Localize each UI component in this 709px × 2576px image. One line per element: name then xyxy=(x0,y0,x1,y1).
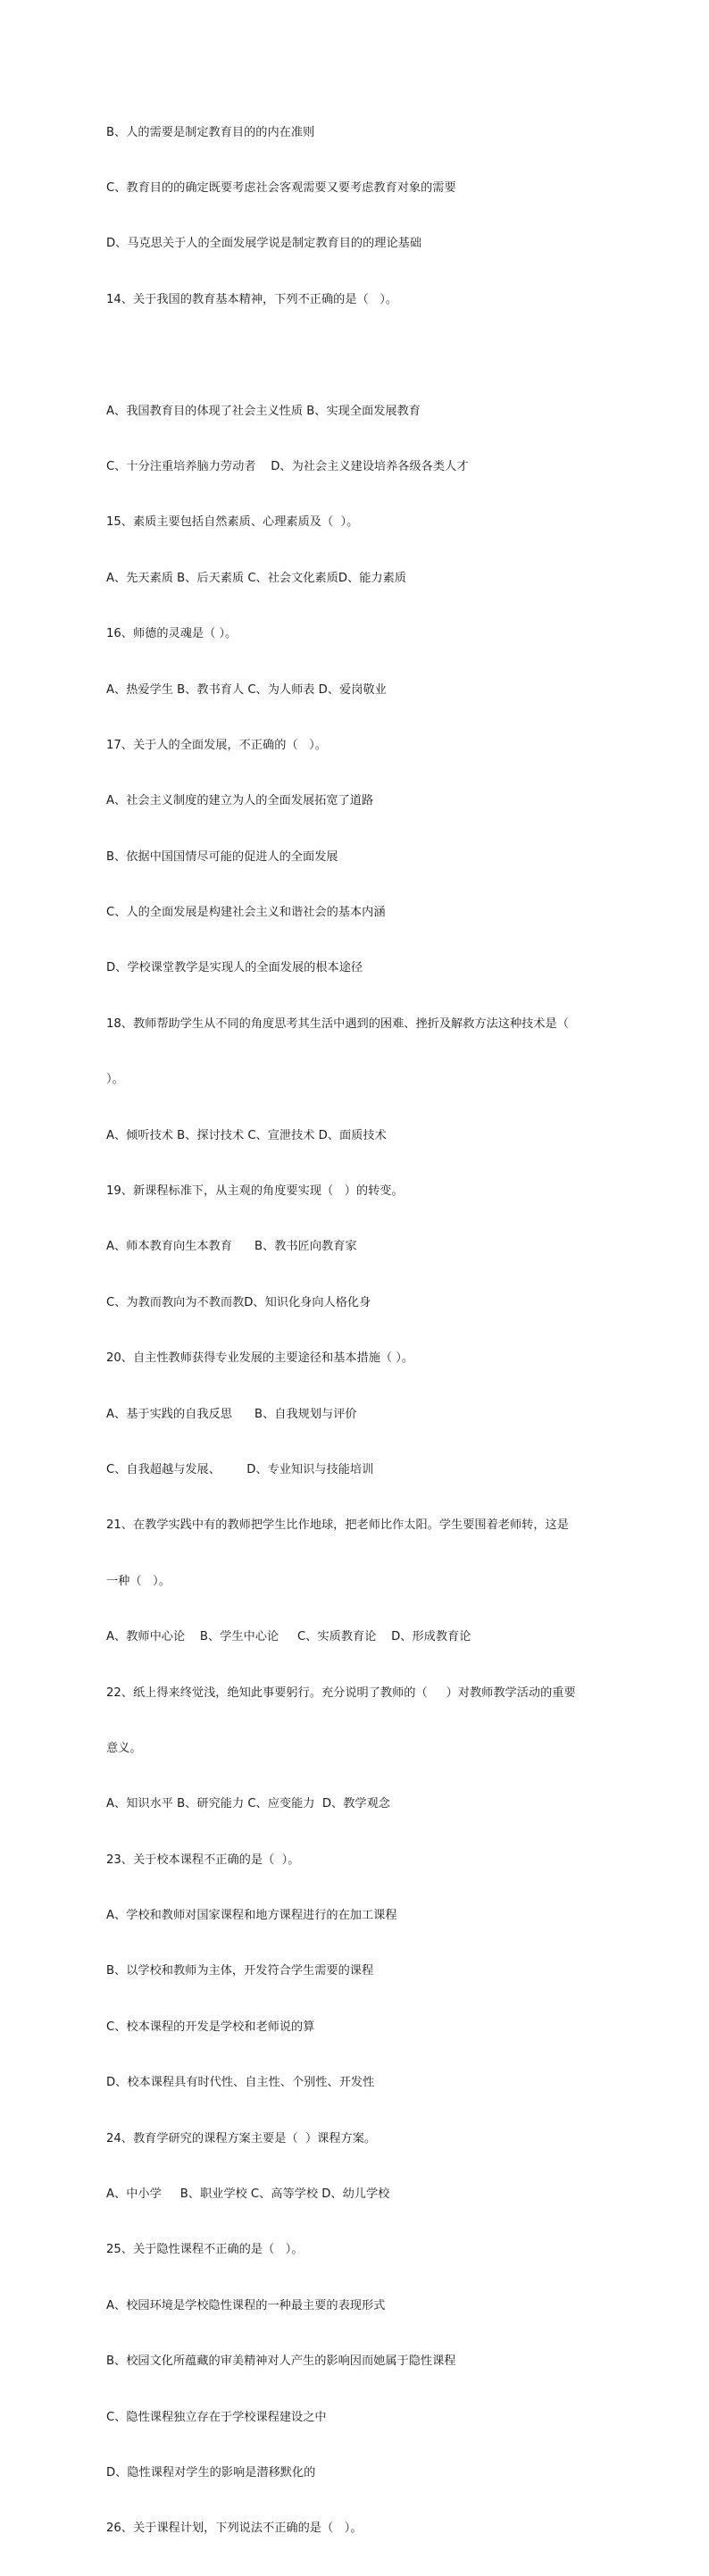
option-line: B、依据中国国情尽可能的促进人的全面发展 xyxy=(106,849,338,864)
question-18-continued: ）。 xyxy=(106,1073,124,1087)
question-22: 22、纸上得来终觉浅，绝知此事要躬行。充分说明了教师的（ ）对教师教学活动的重要 xyxy=(106,1685,576,1700)
option-line: D、隐性课程对学生的影响是潜移默化的 xyxy=(106,2466,316,2480)
question-24: 24、教育学研究的课程方案主要是（ ）课程方案。 xyxy=(106,2131,377,2145)
option-line: D、马克思关于人的全面发展学说是制定教育目的的理论基础 xyxy=(106,237,422,251)
option-line: C、教育目的的确定既要考虑社会客观需要又要考虑教育对象的需要 xyxy=(106,180,456,195)
option-line: A、基于实践的自我反思 B、自我规划与评价 xyxy=(106,1407,357,1421)
option-line: A、中小学 B、职业学校 C、高等学校 D、幼儿学校 xyxy=(106,2187,390,2202)
option-line: C、为教而教向为不教而教D、知识化身向人格化身 xyxy=(106,1295,371,1309)
option-line: C、十分注重培养脑力劳动者 D、为社会主义建设培养各级各类人才 xyxy=(106,459,469,473)
question-18: 18、教师帮助学生从不同的角度思考其生活中遇到的困难、挫折及解救方法这种技术是（ xyxy=(106,1016,569,1031)
option-line: A、社会主义制度的建立为人的全面发展拓宽了道路 xyxy=(106,794,374,808)
question-15: 15、素质主要包括自然素质、心理素质及（ ）。 xyxy=(106,515,359,530)
question-14: 14、关于我国的教育基本精神，下列不正确的是（ ）。 xyxy=(106,292,398,306)
option-line: A、倾听技术 B、探讨技术 C、宣泄技术 D、面质技术 xyxy=(106,1128,387,1142)
option-line: A、教师中心论 B、学生中心论 C、实质教育论 D、形成教育论 xyxy=(106,1630,471,1644)
option-line: B、校园文化所蕴藏的审美精神对人产生的影响因而她属于隐性课程 xyxy=(106,2354,456,2369)
option-line: A、校园环境是学校隐性课程的一种最主要的表现形式 xyxy=(106,2298,386,2313)
option-line: B、人的需要是制定教育目的的内在准则 xyxy=(106,125,315,139)
question-26: 26、关于课程计划，下列说法不正确的是（ ）。 xyxy=(106,2522,363,2536)
question-21: 21、在教学实践中有的教师把学生比作地球，把老师比作太阳。学生要围着老师转，这是 xyxy=(106,1518,569,1533)
option-line: D、校本课程具有时代性、自主性、个别性、开发性 xyxy=(106,2076,375,2090)
option-line: A、热爱学生 B、教书育人 C、为人师表 D、爱岗敬业 xyxy=(106,682,387,697)
question-17: 17、关于人的全面发展，不正确的（ ）。 xyxy=(106,738,327,752)
option-line: A、我国教育目的体现了社会主义性质 B、实现全面发展教育 xyxy=(106,404,421,418)
question-22-continued: 意义。 xyxy=(106,1741,142,1755)
question-25: 25、关于隐性课程不正确的是（ ）。 xyxy=(106,2243,304,2257)
option-line: C、隐性课程独立存在于学校课程建设之中 xyxy=(106,2410,327,2424)
blank-line xyxy=(106,347,611,365)
option-line: D、学校课堂教学是实现人的全面发展的根本途径 xyxy=(106,961,363,975)
question-21-continued: 一种（ ）。 xyxy=(106,1574,171,1588)
option-line: A、知识水平 B、研究能力 C、应变能力 D、教学观念 xyxy=(106,1797,390,1811)
question-19: 19、新课程标准下，从主观的角度要实现（ ）的转变。 xyxy=(106,1184,404,1199)
question-16: 16、师德的灵魂是（ ）。 xyxy=(106,627,238,641)
option-line: B、以学校和教师为主体，开发符合学生需要的课程 xyxy=(106,1964,374,1978)
option-line: A、先天素质 B、后天素质 C、社会文化素质D、能力素质 xyxy=(106,571,406,585)
option-line: C、自我超越与发展、 D、专业知识与技能培训 xyxy=(106,1462,374,1476)
option-line: C、人的全面发展是构建社会主义和谐社会的基本内涵 xyxy=(106,906,386,920)
question-23: 23、关于校本课程不正确的是（ ）。 xyxy=(106,1853,300,1867)
option-line: A、师本教育向生本教育 B、教书匠向教育家 xyxy=(106,1240,357,1254)
question-20: 20、自主性教师获得专业发展的主要途径和基本措施（ ）。 xyxy=(106,1351,414,1366)
option-line: C、校本课程的开发是学校和老师说的算 xyxy=(106,2020,315,2034)
option-line: A、学校和教师对国家课程和地方课程进行的在加工课程 xyxy=(106,1909,397,1923)
exam-text-block xyxy=(106,87,611,2576)
